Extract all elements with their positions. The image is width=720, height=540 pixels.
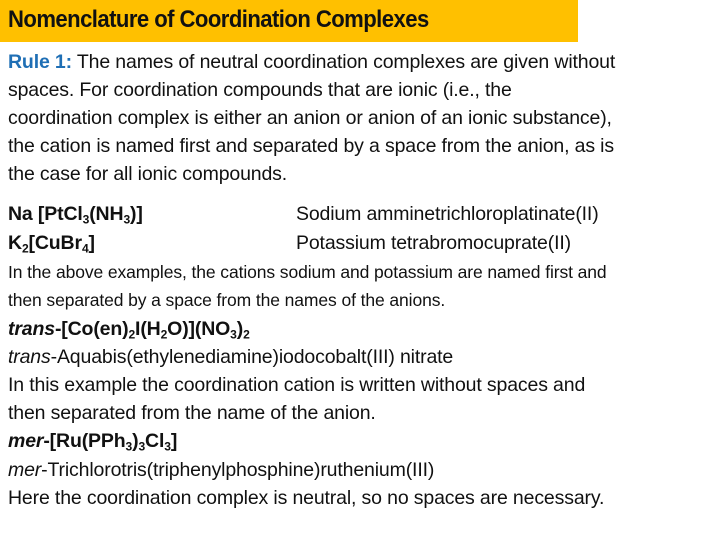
formula-part: ): [236, 318, 244, 340]
formula-part: Cl: [145, 430, 165, 452]
trans-explanation-line-1: In this example the coordination cation is written without spaces and: [8, 374, 586, 396]
formula-part: Na [PtCl: [8, 203, 83, 225]
rule-label: Rule 1:: [8, 51, 72, 73]
formula-part: ]: [170, 430, 178, 452]
example-1-formula: [8, 203, 143, 226]
formula-part: I(H: [135, 318, 161, 340]
rule1-line-5: the case for all ionic compounds.: [8, 163, 288, 185]
formula-subscript: 2: [160, 327, 168, 342]
formula-subscript: 3: [164, 439, 171, 454]
formula-subscript: 3: [125, 439, 133, 454]
formula-subscript: 3: [138, 439, 146, 454]
formula-subscript: 3: [230, 327, 237, 342]
mer-formula: [8, 430, 177, 453]
example-2-formula: [8, 232, 95, 255]
formula-part: K: [8, 232, 22, 254]
slide-title: Nomenclature of Coordination Complexes: [8, 6, 429, 33]
compound-name: -Aquabis(ethylenediamine)iodocobalt(III) nitrate: [50, 346, 454, 368]
title-bar: [0, 0, 578, 42]
formula-subscript: 2: [128, 327, 136, 342]
formula-part: ): [132, 430, 139, 452]
mer-explanation: Here the coordination complex is neutral, so no spaces are necessary.: [8, 487, 605, 509]
trans-name: [8, 346, 453, 369]
formula-subscript: 4: [81, 241, 89, 256]
rule1-line-3: coordination complex is either an anion or anion of an ionic substance),: [8, 107, 612, 129]
formula-part: (NH: [89, 203, 124, 225]
formula-part: ]: [88, 232, 95, 254]
formula-subscript: 3: [123, 212, 131, 227]
formula-part: O)](NO: [167, 318, 231, 340]
example-2-name: Potassium tetrabromocuprate(II): [296, 232, 571, 254]
explanation-1-line-1: In the above examples, the cations sodium and potassium are named first and: [8, 262, 607, 282]
trans-formula: [8, 318, 250, 341]
formula-part: -[Co(en): [54, 318, 129, 340]
formula-subscript: 3: [82, 212, 90, 227]
formula-part: -[Ru(PPh: [43, 430, 126, 452]
formula-subscript: 2: [243, 327, 250, 342]
isomer-prefix: trans: [8, 318, 55, 340]
trans-explanation-line-2: then separated from the name of the anion.: [8, 402, 376, 424]
isomer-prefix: mer: [8, 459, 42, 481]
example-1-name: Sodium amminetrichloroplatinate(II): [296, 203, 599, 225]
rule1-text-1: The names of neutral coordination complexes are given without: [71, 51, 616, 73]
rule1-line-2: spaces. For coordination compounds that are ionic (i.e., the: [8, 79, 512, 101]
isomer-prefix: mer: [8, 430, 44, 452]
rule1-line-1: [8, 51, 615, 74]
rule1-line-4: the cation is named first and separated by a space from the anion, as is: [8, 135, 614, 157]
formula-subscript: 2: [21, 241, 29, 256]
explanation-1-line-2: then separated by a space from the names of the anions.: [8, 290, 446, 310]
formula-part: )]: [130, 203, 143, 225]
formula-part: [CuBr: [28, 232, 82, 254]
isomer-prefix: trans: [8, 346, 51, 368]
compound-name: -Trichlorotris(triphenylphosphine)ruthenium(III): [41, 459, 435, 481]
mer-name: [8, 459, 434, 482]
